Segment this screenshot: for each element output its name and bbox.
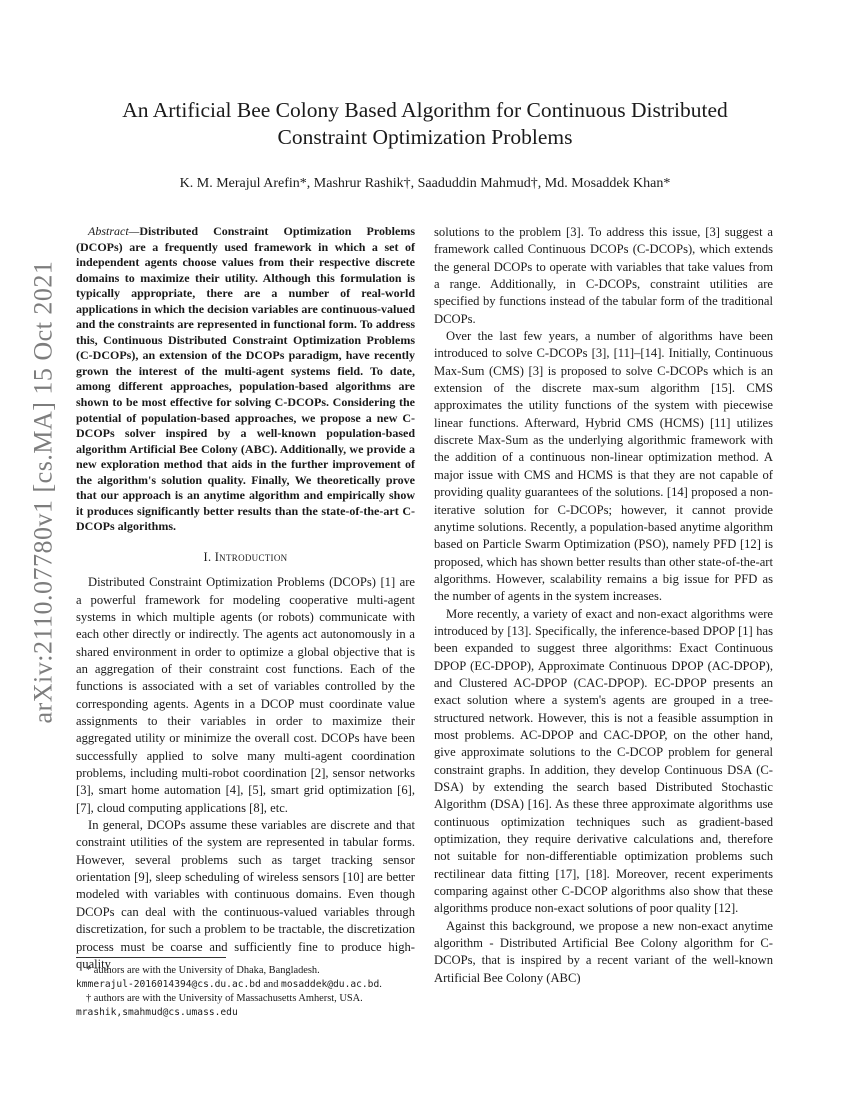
footnotes [76,964,415,1020]
right-paragraph-1: solutions to the problem [3]. To address this issue, [3] suggest a framework called Continuous DCOPs (C-DCOPs), which extends the general DCOPs to operate with variables that take values from a range. Additionally, in C-DCOPs, constraint utilities are specified by functions instead of the tabular form of the traditional DCOPs. [434,225,773,326]
arxiv-identifier: arXiv:2110.07780v1 [cs.MA] 15 Oct 2021 [28,260,57,724]
intro-paragraph-2: In general, DCOPs assume these variables are discrete and that constraint utilities of the system are represented in tabular forms. However, several problems such as target tracking sensor orientation [9], sleep scheduling of wireless sensors [10] are better modeled with variables with continuous domains. Even though DCOPs can deal with the continuous-valued variables through discretization, for such a problem to be tractable, the discretization process must be coarse and sufficiently fine to produce high-quality [76,818,415,971]
abstract-body: Distributed Constraint Optimization Problems (DCOPs) are a frequently used framework in which a set of independent agents choose values from their respective discrete domains to maximize their utility. Although this formulation is typically appropriate, there are a number of real-world applications in which the decision variables are continuous-valued and the constraints are represented in functional form. To address this, Continuous Distributed Constraint Optimization Problems (C-DCOPs), an extension of the DCOPs paradigm, have recently grown the interest of the multi-agent systems field. To date, among different approaches, population-based algorithms are shown to be most effective for solving C-DCOPs. Considering the potential of population-based approaches, we propose a new C-DCOPs solver inspired by a well-known population-based algorithm Artificial Bee Colony (ABC). Additionally, we provide a new exploration method that aids in the further improvement of the algorithm's solution quality. Finally, We theoretically prove that our approach is an anytime algorithm and empirically show it produces significantly better results than the state-of-the-art C-DCOPs algorithms. [76,224,415,534]
footnote-1-email-b[interactable]: mosaddek@du.ac.bd [281,979,380,990]
right-paragraph-2: Over the last few years, a number of algorithms have been introduced to solve C-DCOPs [3], [11]–[14]. Initially, Continuous Max-Sum (CMS) [3] is proposed to solve C-DCOPs which is an extension of the discrete max-sum algorithm [15]. CMS approximates the utility functions of the system with piecewise linear functions. Afterward, Hybrid CMS (HCMS) [11] utilizes discrete Max-Sum as the underlying algorithmic framework with the addition of a continuous non-linear optimization method. A major issue with CMS and HCMS is that they are not capable of providing quality guarantees of the solutions. [14] proposed a non-iterative solution for C-DCOPs; however, it cannot provide anytime solutions. Recently, a population-based anytime algorithm based on Particle Swarm Optimization (PSO), namely PFD [12] is proposed, which has shown better results than other state-of-the-art algorithms. However, scalability remains a big issue for PFD as the number of agents in the system increases. [434,329,773,604]
abstract-lead: Abstract— [88,224,140,238]
right-paragraph-4: Against this background, we propose a new non-exact anytime algorithm - Distributed Artificial Bee Colony algorithm for C-DCOPs, that is inspired by a recent variant of the well-known Artificial Bee Colony (ABC) [434,918,773,985]
right-paragraph-3: More recently, a variety of exact and non-exact algorithms were introduced by [13]. Specifically, the inference-based DPOP [1] has been expanded to suggest three algorithms: Exact Continuous DPOP (EC-DPOP), Approximate Continuous DPOP (AC-DPOP), and Clustered AC-DPOP (CAC-DPOP). EC-DPOP presents an exact solution where a system's agents are grouped in a tree-structured network. However, this is not a feasible assumption in most problems. AC-DPOP and CAC-DPOP, on the other hand, give approximate solutions to the C-DCOP problem for general constraint graphs. In addition, they develop Continuous DSA (C-DSA) by extending the search based Distributed Stochastic Algorithm (DSA) [16]. As these three approximate algorithms use continuous optimization techniques such as gradient-based optimization, they require derivative calculations and, therefore not suitable for non-differentiable optimization problems such rectilinear data fitting [17], [18]. Moreover, recent experiments comparing against other C-DCOP algorithms also show that these algorithms produce non-exact solutions of poor quality [12]. [434,606,773,916]
intro-paragraph-1: Distributed Constraint Optimization Problems (DCOPs) [1] are a powerful framework for modeling cooperative multi-agent systems in which multiple agents (or robots) communicate with each other directly or indirectly. The agents act autonomously in a shared environment in order to optimize a global objective that is an aggregation of their constraint cost functions. Each of the functions is associated with a set of variables controlled by the corresponding agents. Agents in a DCOP must coordinate value assignments to their variables in order to maximize their aggregated utility or minimize the overall cost. DCOPs have been successfully applied to solve many multi-agent coordination problems, including multi-robot coordination [2], sensor networks [3], smart home automation [4], [5], smart grid optimization [6], [7], cloud computing applications [8], etc. [76,575,415,815]
abstract [76,224,415,535]
right-column [434,224,773,987]
arxiv-side-stamp [8,260,78,724]
footnote-2-emails[interactable]: mrashik,smahmud@cs.umass.edu [76,1007,238,1018]
footnote-2: † authors are with the University of Massachusetts Amherst, USA. mrashik,smahmud@cs.umass.edu [76,993,363,1018]
paper-title: An Artificial Bee Colony Based Algorithm for Continuous Distributed Constraint Optimization Problems [122,98,728,149]
author-list: K. M. Merajul Arefin*, Mashrur Rashik†, Saaduddin Mahmud†, Md. Mosaddek Khan* [179,176,671,191]
footnote-divider [76,957,226,958]
left-column [76,224,415,973]
section-heading-introduction: I. Introduction [203,549,288,564]
footnote-1-email-a[interactable]: kmmerajul-2016014394@cs.du.ac.bd [76,979,261,990]
footnote-1: * authors are with the University of Dhaka, Bangladesh. kmmerajul-2016014394@cs.du.ac.bd and mosaddek@du.ac.bd. [76,965,382,990]
